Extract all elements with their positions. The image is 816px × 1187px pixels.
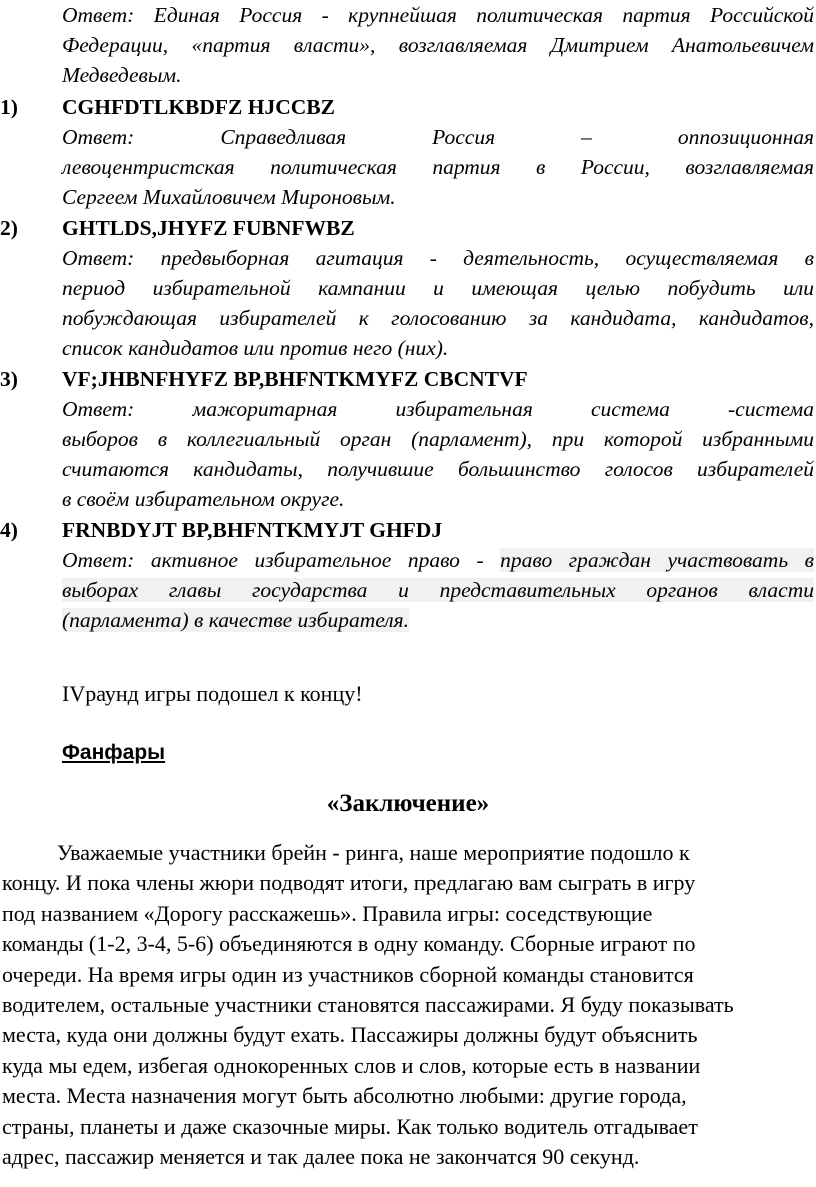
section-title: «Заключение»	[326, 790, 490, 817]
body-line: места. Места назначения могут быть абсолютно любыми: другие города,	[2, 1083, 687, 1109]
highlighted-text: выборах главы государства и представительных органов власти	[62, 578, 814, 602]
item-question: GHTLDS,JHYFZ FUBNFWBZ	[62, 216, 355, 240]
body-line: под названием «Дорогу расскажешь». Правила игры: соседствующие	[2, 900, 653, 926]
answer-line	[62, 605, 814, 635]
round-end-text: IVраунд игры подошел к концу!	[62, 681, 363, 706]
answer-line: левоцентристская политическая партия в России, возглавляемая	[62, 155, 814, 179]
item-question: CGHFDTLKBDFZ HJCCBZ	[62, 95, 335, 119]
answer-line	[62, 545, 814, 575]
answer-line: Сергеем Михайловичем Мироновым.	[62, 185, 396, 209]
highlighted-text: (парламента) в качестве избирателя.	[62, 608, 409, 632]
answer-prefix: Ответ: активное избирательное право -	[62, 548, 501, 572]
body-line: места, куда они должны будут ехать. Пассажиры должны будут объяснить	[2, 1022, 698, 1048]
body-line: куда мы едем, избегая однокоренных слов и слов, которые есть в названии	[2, 1052, 701, 1078]
answer-line: Ответ: мажоритарная избирательная система -система	[62, 397, 814, 421]
answer-block-1	[62, 122, 814, 212]
body-line: адрес, пассажир меняется и так далее пока не закончатся 90 секунд.	[2, 1144, 640, 1170]
body-paragraph	[2, 838, 814, 1172]
item-number: 3)	[0, 367, 18, 391]
answer-block-0	[62, 0, 814, 90]
item-question: FRNBDYJT BP,BHFNTKMYJT GHFDJ	[62, 518, 443, 542]
answer-line: Медведевым.	[62, 63, 182, 87]
answer-block-2	[62, 243, 814, 363]
answer-line: побуждающая избирателей к голосованию за кандидата, кандидатов,	[62, 306, 814, 330]
answer-line: Ответ: Единая Россия - крупнейшая политическая партия Российской	[62, 3, 814, 27]
answer-line: в своём избирательном округе.	[62, 487, 345, 511]
highlighted-text: право граждан участвовать в	[500, 548, 814, 572]
answer-line: выборов в коллегиальный орган (парламент), при которой избранными	[62, 427, 814, 451]
answer-line: считаются кандидаты, получившие большинство голосов избирателей	[62, 457, 814, 481]
body-line: команды (1-2, 3-4, 5-6) объединяются в одну команду. Сборные играют по	[2, 931, 696, 957]
body-line: концу. И пока члены жюри подводят итоги, предлагаю вам сыграть в игру	[2, 870, 696, 896]
answer-line	[62, 575, 814, 605]
answer-line: Федерации, «партия власти», возглавляемая Дмитрием Анатольевичем	[62, 33, 814, 57]
body-line: водителем, остальные участники становятся пассажирами. Я буду показывать	[2, 992, 734, 1018]
answer-block-4	[62, 545, 814, 635]
answer-line: Ответ: предвыборная агитация - деятельность, осуществляемая в	[62, 246, 814, 270]
answer-line: список кандидатов или против него (них).	[62, 336, 449, 360]
item-number: 1)	[0, 95, 18, 119]
item-number: 4)	[0, 518, 18, 542]
item-question: VF;JHBNFHYFZ BP,BHFNTKMYFZ CBCNTVF	[62, 367, 528, 391]
answer-line: Ответ: Справедливая Россия – оппозиционная	[62, 125, 814, 149]
fanfare-heading: Фанфары	[62, 741, 166, 764]
answer-line: период избирательной кампании и имеющая целью побудить или	[62, 276, 814, 300]
item-number: 2)	[0, 216, 18, 240]
body-line: очереди. На время игры один из участников сборной команды становится	[2, 961, 694, 987]
body-line: страны, планеты и даже сказочные миры. Как только водитель отгадывает	[2, 1113, 698, 1139]
answer-block-3	[62, 394, 814, 514]
body-line: Уважаемые участники брейн - ринга, наше мероприятие подошло к	[2, 840, 690, 865]
